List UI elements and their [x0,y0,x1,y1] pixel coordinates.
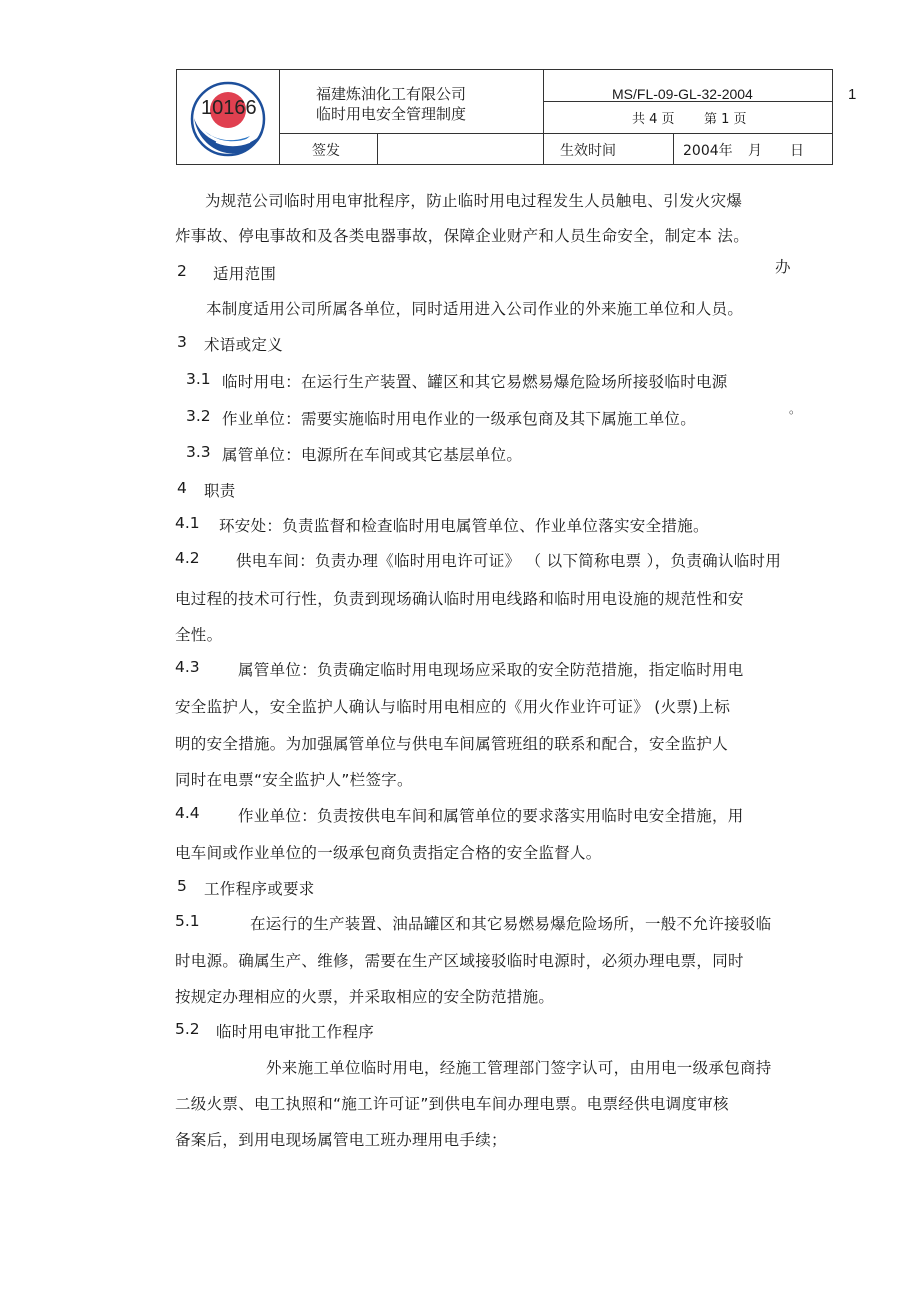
section-4-number: 4 [177,479,187,497]
section-4-3-line-4: 同时在电票“安全监护人”栏签字。 [175,771,413,789]
document-title: 临时用电安全管理制度 [316,105,467,123]
section-4-4-line-2: 电车间或作业单位的一级承包商负责指定合格的安全监督人。 [175,844,602,862]
table-top-border [176,69,832,70]
section-4-2-line-3: 全性。 [175,626,223,644]
section-3-3-text: 属管单位：电源所在车间或其它基层单位。 [222,446,523,464]
table-left-border [176,69,177,165]
logo-number: 10166 [201,97,257,119]
issued-label: 签发 [312,143,340,159]
table-logo-divider [279,69,280,165]
table-row-divider [279,133,833,134]
section-4-4-number: 4.4 [175,804,200,822]
effective-day: 日 [790,143,804,159]
section-2-title: 适用范围 [213,265,277,283]
section-5-2-line-1: 外来施工单位临时用电，经施工管理部门签字认可，由用电一级承包商持 [266,1059,772,1077]
section-4-1-text: 环安处：负责监督和检查临时用电属管单位、作业单位落实安全措施。 [219,517,709,535]
document-code: MS/FL-09-GL-32-2004 [612,86,753,102]
section-3-2-stray: 。 [789,402,802,416]
effective-year: 2004年 [683,143,733,159]
current-page: 第 1 页 [704,112,747,127]
section-5-2-title: 临时用电审批工作程序 [216,1023,375,1041]
section-5-number: 5 [177,877,187,895]
section-3-title: 术语或定义 [204,336,284,354]
intro-stray-char: 办 [775,258,791,276]
section-5-title: 工作程序或要求 [204,880,315,898]
section-3-2-text: 作业单位：需要实施临时用电作业的一级承包商及其下属施工单位。 [222,410,697,428]
section-4-3-number: 4.3 [175,658,200,676]
section-4-3-line-1: 属管单位：负责确定临时用电现场应采取的安全防范措施，指定临时用电 [238,661,744,679]
section-5-2-line-2: 二级火票、电工执照和“施工许可证”到供电车间办理电票。电票经供电调度审核 [175,1095,729,1113]
table-center-divider [543,69,544,165]
section-4-2-line-1: 供电车间：负责办理《临时用电许可证》 （ 以下简称电票 ），负责确认临时用 [236,552,782,570]
section-3-1-text: 临时用电：在运行生产装置、罐区和其它易燃易爆危险场所接驳临时电源 [222,373,728,391]
section-3-1-number: 3.1 [186,370,211,388]
effective-month: 月 [748,143,762,159]
section-4-3-line-3: 明的安全措施。为加强属管单位与供电车间属管班组的联系和配合，安全监护人 [175,735,729,753]
section-4-1-number: 4.1 [175,514,200,532]
section-5-1-number: 5.1 [175,912,200,930]
intro-line-1: 为规范公司临时用电审批程序，防止临时用电过程发生人员触电、引发火灾爆 [205,192,743,210]
section-4-2-number: 4.2 [175,549,200,567]
section-5-1-line-3: 按规定办理相应的火票，并采取相应的安全防范措施。 [175,988,555,1006]
section-4-title: 职责 [204,482,236,500]
section-5-2-line-3: 备案后，到用电现场属管电工班办理用电手续； [175,1131,507,1149]
section-3-2-number: 3.2 [186,407,211,425]
section-4-4-line-1: 作业单位：负责按供电车间和属管单位的要求落实用临时电安全措施，用 [238,807,744,825]
total-pages: 共 4 页 [632,112,675,127]
intro-line-2: 炸事故、停电事故和及各类电器事故，保障企业财产和人员生命安全，制定本 法。 [175,227,750,245]
section-2-number: 2 [177,262,187,280]
section-5-2-number: 5.2 [175,1020,200,1038]
table-issued-divider [377,133,378,165]
company-name: 福建炼油化工有限公司 [316,85,467,103]
table-date-divider [673,133,674,165]
table-right-border [832,69,833,165]
page-number: 1 [848,86,857,103]
section-3-3-number: 3.3 [186,443,211,461]
section-2-text: 本制度适用公司所属各单位，同时适用进入公司作业的外来施工单位和人员。 [206,300,744,318]
section-5-1-line-2: 时电源。确属生产、维修，需要在生产区域接驳临时电源时，必须办理电票，同时 [175,952,744,970]
section-3-number: 3 [177,333,187,351]
section-4-3-line-2: 安全监护人，安全监护人确认与临时用电相应的《用火作业许可证》 (火票)上标 [175,698,731,716]
effective-label: 生效时间 [560,143,616,159]
section-5-1-line-1: 在运行的生产装置、油品罐区和其它易燃易爆危险场所，一般不允许接驳临 [250,915,772,933]
table-bottom-border [176,164,833,165]
section-4-2-line-2: 电过程的技术可行性，负责到现场确认临时用电线路和临时用电设施的规范性和安 [175,590,744,608]
